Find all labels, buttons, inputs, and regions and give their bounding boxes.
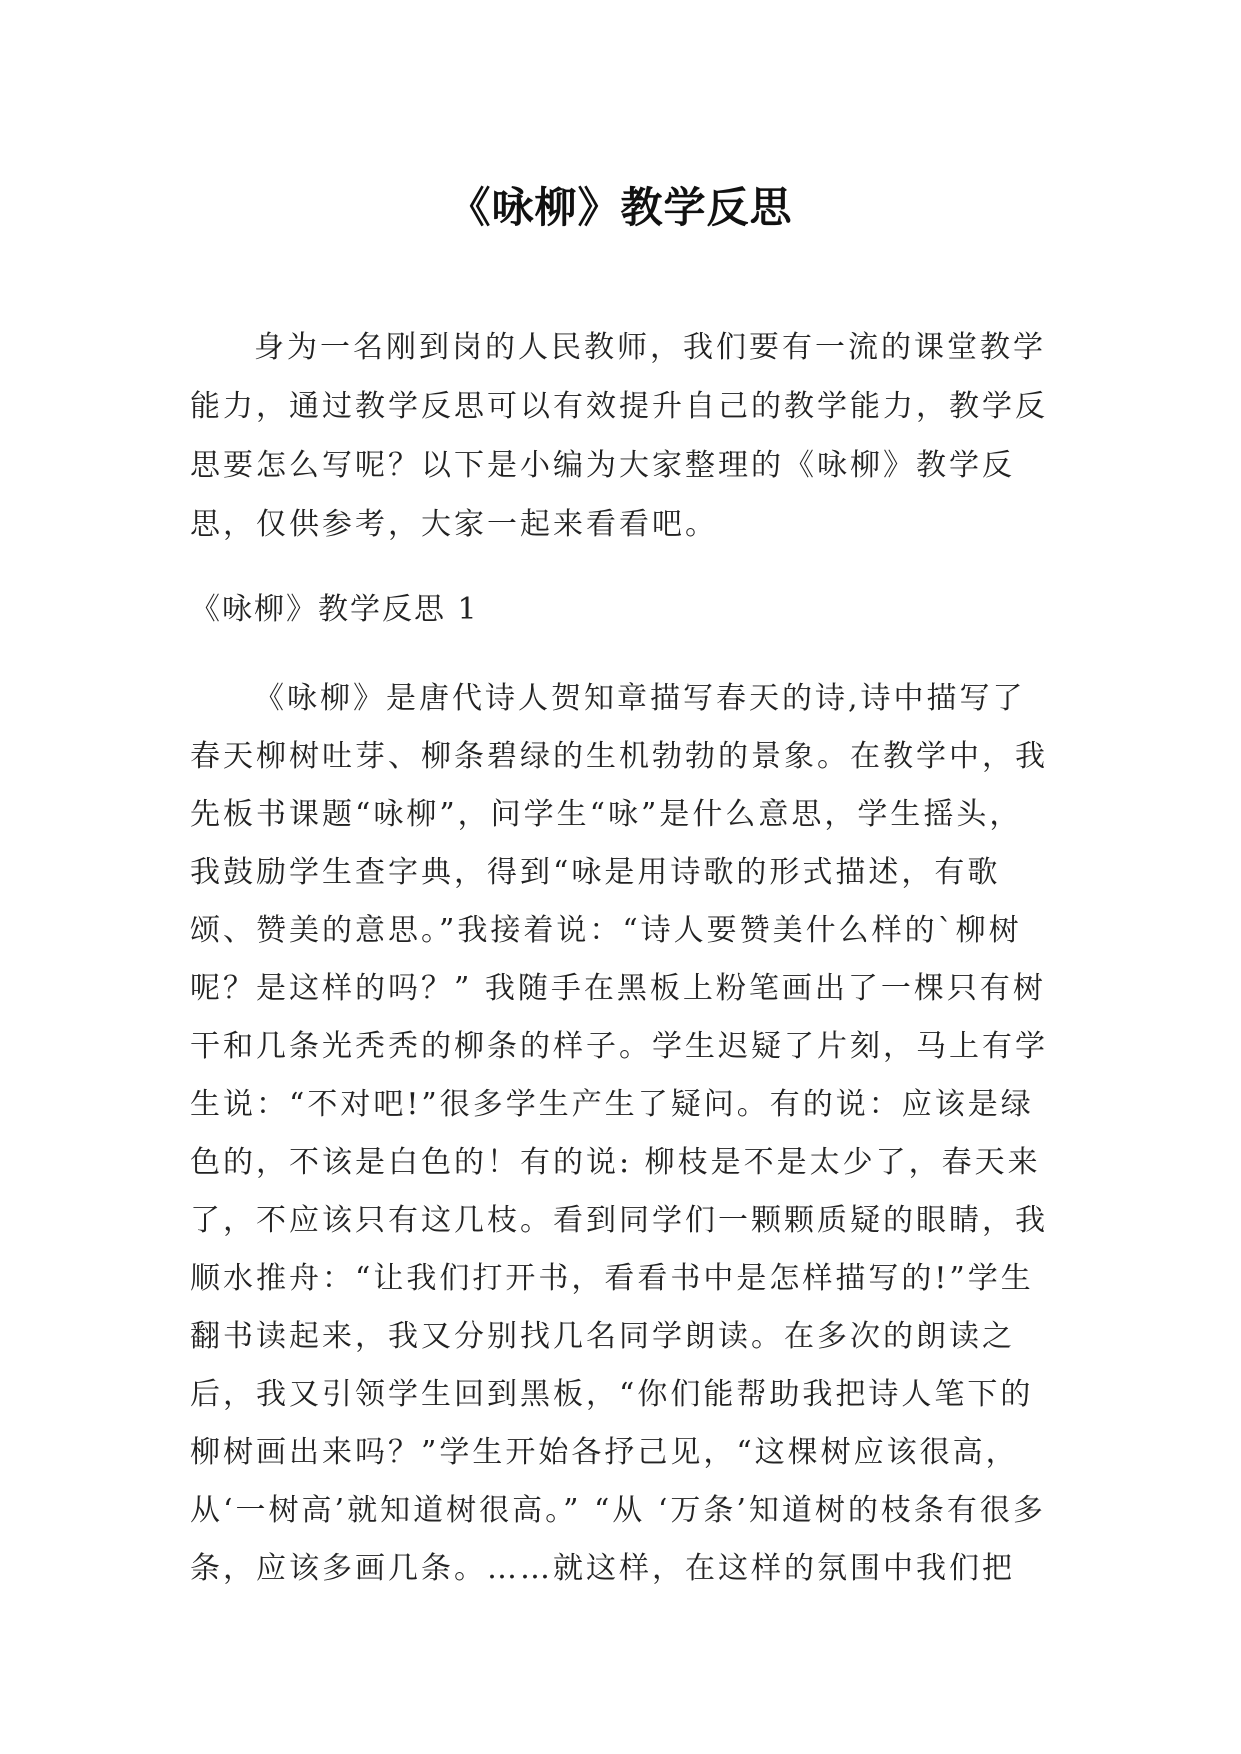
section-paragraph: 《咏柳》是唐代诗人贺知章描写春天的诗,诗中描写了春天柳树吐芽、柳条碧绿的生机勃勃的景象。在教学中，我先板书课题“咏柳”，问学生“咏”是什么意思，学生摇头，我鼓励学生查字典，得到“咏是用诗歌的形式描述，有歌颂、赞美的意思。”我接着说：“诗人要赞美什么样的`柳树呢？是这样的吗？” 我随手在黑板上粉笔画出了一棵只有树干和几条光秃秃的柳条的样子。学生迟疑了片刻，马上有学生说：“不对吧!”很多学生产生了疑问。有的说：应该是绿色的，不该是白色的！有的说: 柳枝是不是太少了，春天来了，不应该只有这几枝。看到同学们一颗颗质疑的眼睛，我顺水推舟：“让我们打开书，看看书中是怎样描写的!”学生翻书读起来，我又分别找几名同学朗读。在多次的朗读之后，我又引领学生回到黑板，“你们能帮助我把诗人笔下的柳树画出来吗？”学生开始各抒己见，“这棵树应该很高，从‘一树高’就知道树很高。” “从 ‘万条’知道树的枝条有很多条，应该多画几条。……就这样，在这样的氛围中我们把: [190, 681, 1048, 1586]
intro-paragraph: 身为一名刚到岗的人民教师，我们要有一流的课堂教学能力，通过教学反思可以有效提升自己的教学能力，教学反思要怎么写呢？以下是小编为大家整理的《咏柳》教学反思，仅供参考，大家一起来看看吧。: [190, 330, 1048, 542]
page-title: 《咏柳》教学反思: [448, 183, 793, 233]
section-heading: 《咏柳》教学反思 1: [190, 592, 479, 627]
